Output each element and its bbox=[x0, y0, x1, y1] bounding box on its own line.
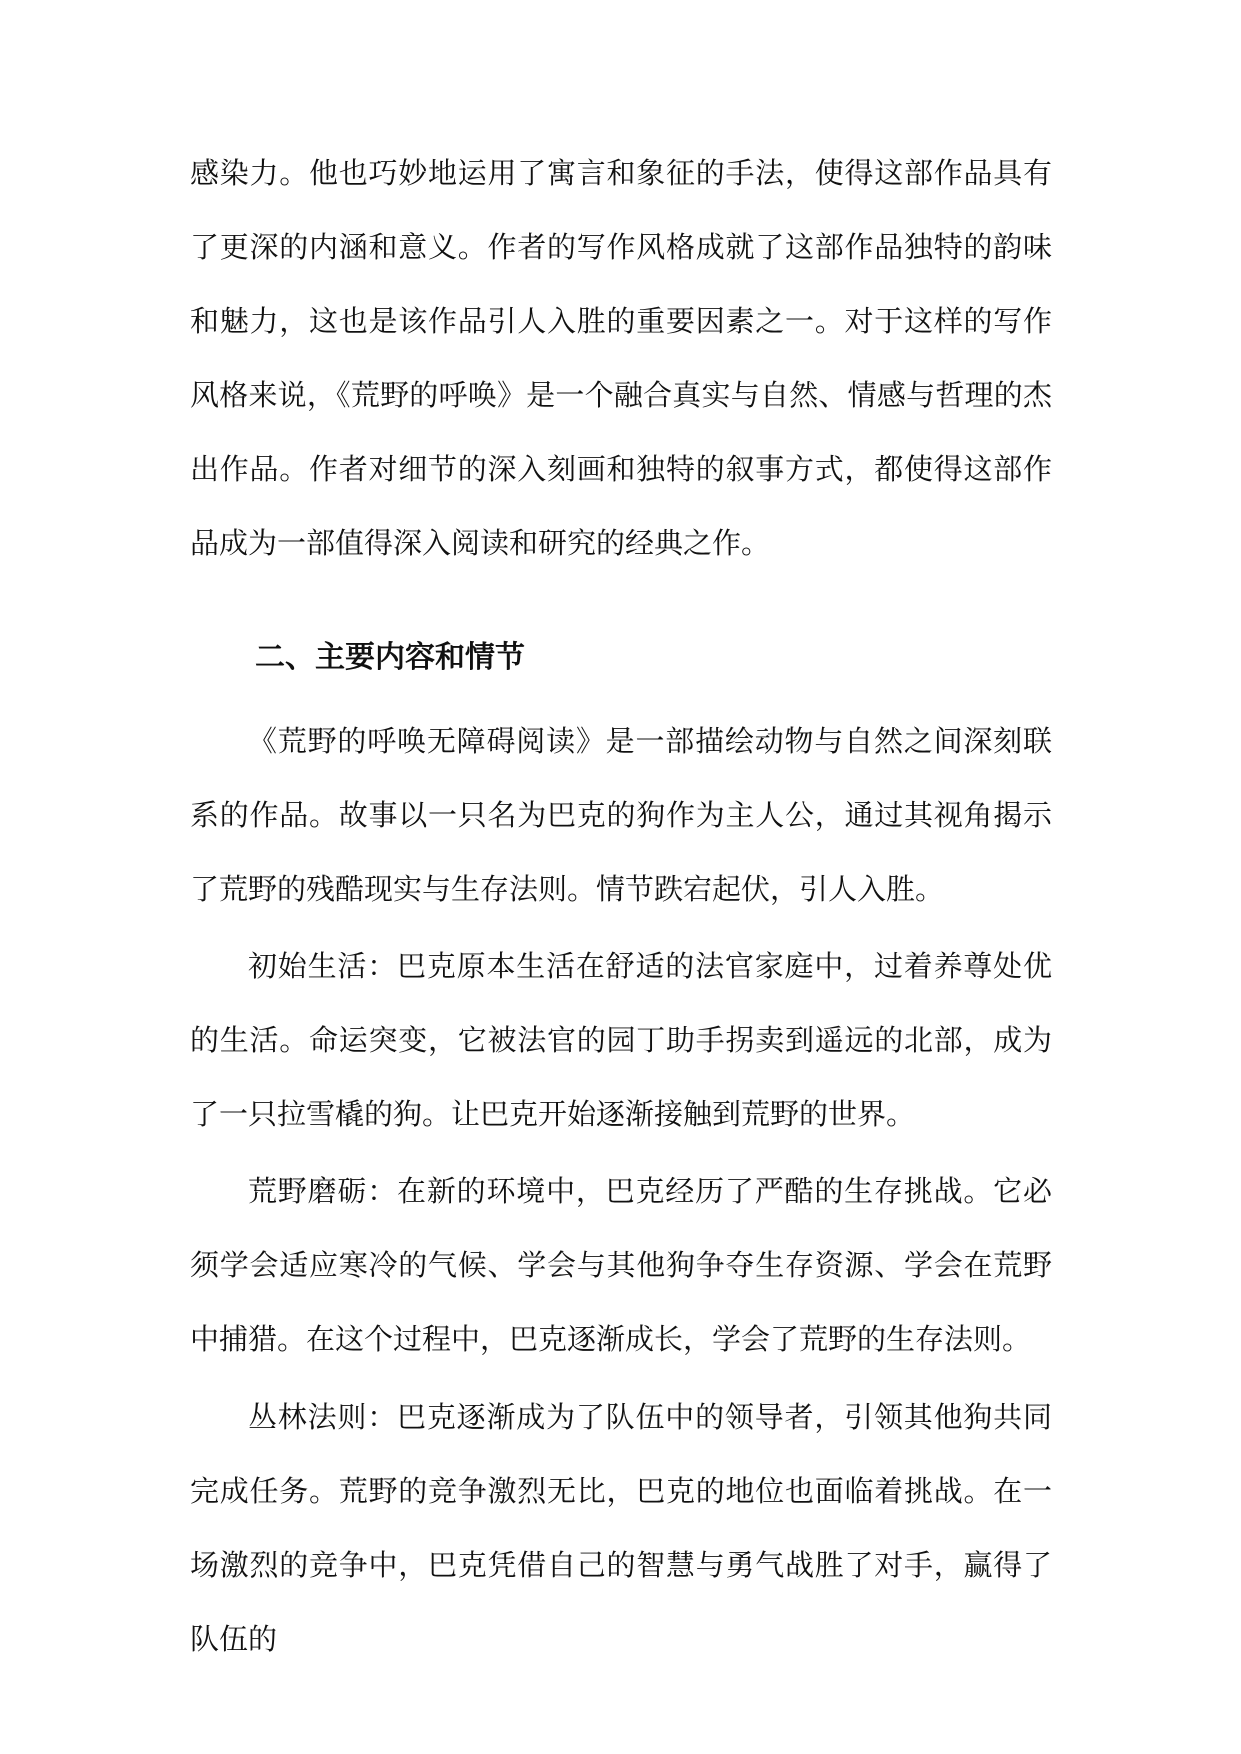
paragraph-writing-style: 感染力。他也巧妙地运用了寓言和象征的手法，使得这部作品具有了更深的内涵和意义。作者的写作风格成就了这部作品独特的韵味和魅力，这也是该作品引人入胜的重要因素之一。对于这样的写作风格来说，《荒野的呼唤》是一个融合真实与自然、情感与哲理的杰出作品。作者对细节的深入刻画和独特的叙事方式，都使得这部作品成为一部值得深入阅读和研究的经典之作。 bbox=[190, 156, 1052, 560]
paragraph-wild-trials: 荒野磨砺：在新的环境中，巴克经历了严酷的生存挑战。它必须学会适应寒冷的气候、学会与其他狗争夺生存资源、学会在荒野中捕猎。在这个过程中，巴克逐渐成长，学会了荒野的生存法则。 bbox=[190, 1174, 1052, 1356]
paragraph-section-intro: 《荒野的呼唤无障碍阅读》是一部描绘动物与自然之间深刻联系的作品。故事以一只名为巴克的狗作为主人公，通过其视角揭示了荒野的残酷现实与生存法则。情节跌宕起伏，引人入胜。 bbox=[190, 724, 1052, 906]
section-heading: 二、主要内容和情节 bbox=[255, 640, 525, 675]
paragraph-initial-life: 初始生活：巴克原本生活在舒适的法官家庭中，过着养尊处优的生活。命运突变，它被法官的园丁助手拐卖到遥远的北部，成为了一只拉雪橇的狗。让巴克开始逐渐接触到荒野的世界。 bbox=[190, 949, 1052, 1131]
paragraph-jungle-law: 丛林法则：巴克逐渐成为了队伍中的领导者，引领其他狗共同完成任务。荒野的竞争激烈无比，巴克的地位也面临着挑战。在一场激烈的竞争中，巴克凭借自己的智慧与勇气战胜了对手，赢得了队伍的 bbox=[190, 1400, 1052, 1656]
